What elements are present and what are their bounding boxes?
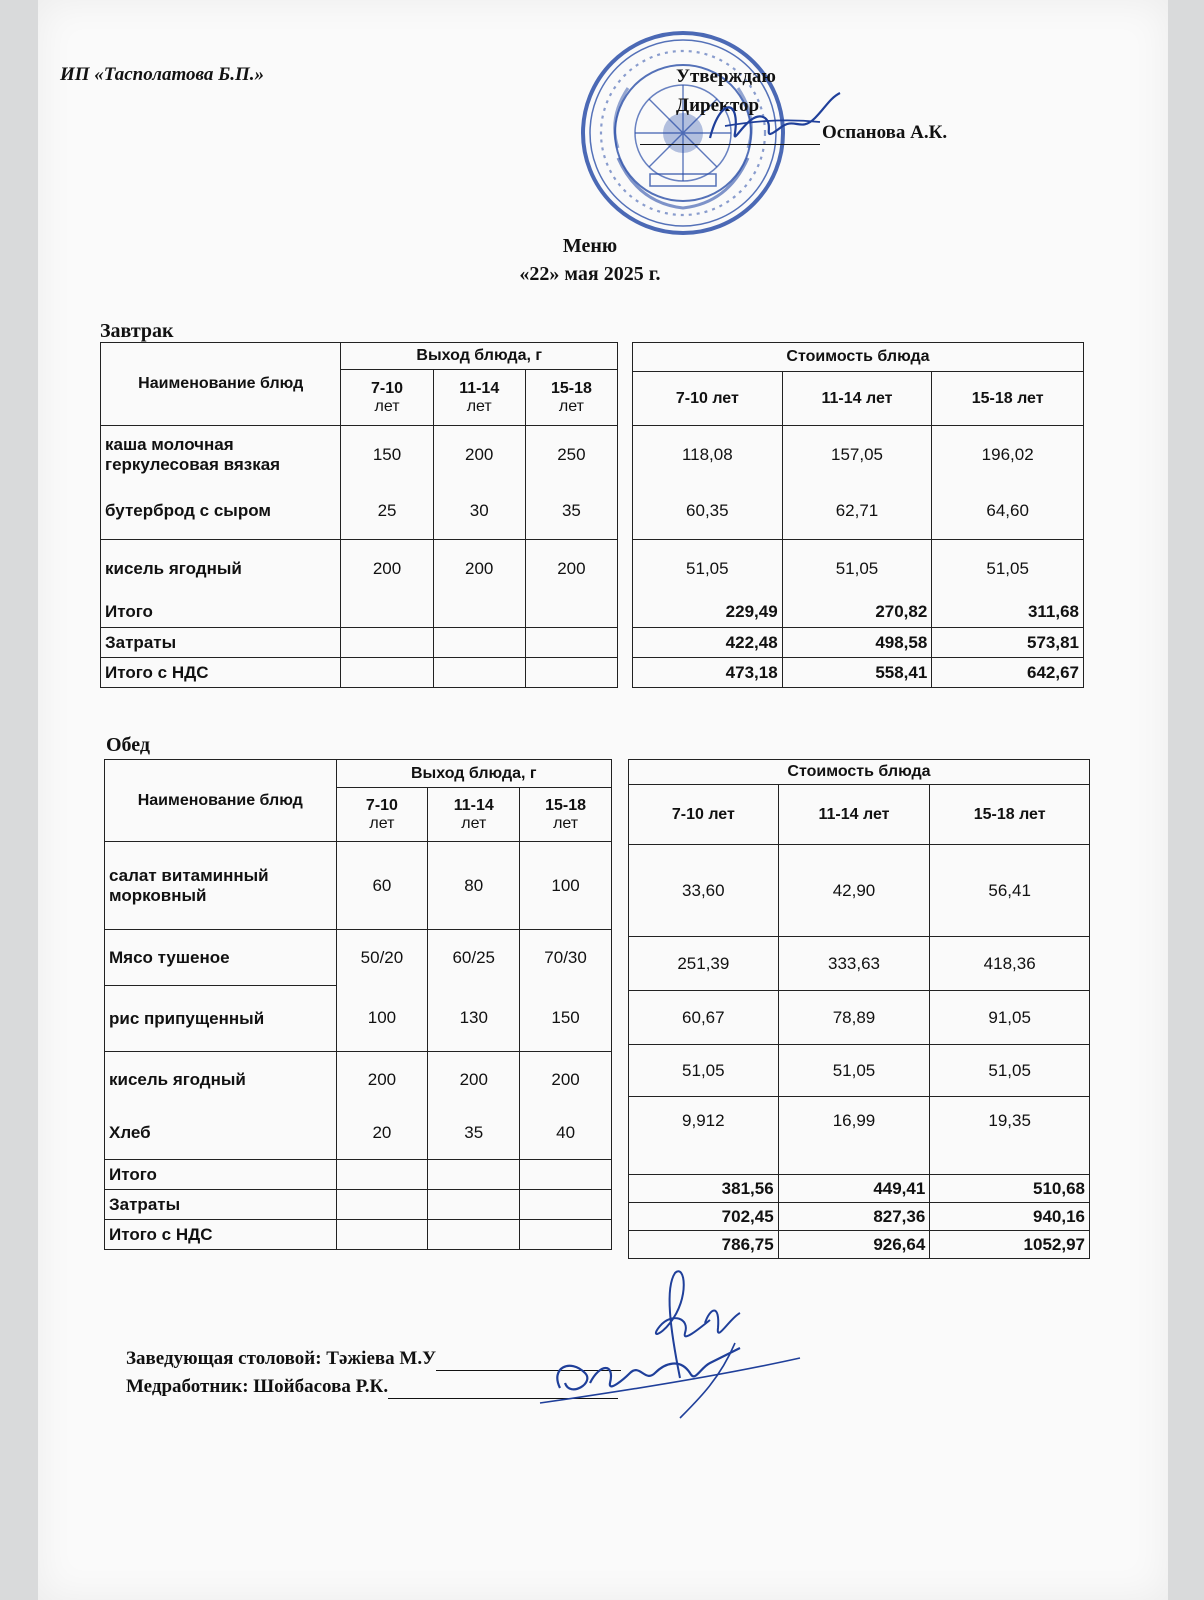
- age-header: 15-18 лет: [932, 372, 1084, 426]
- table-row: [101, 426, 618, 484]
- dish-output: 200: [433, 540, 525, 598]
- dish-output: 35: [525, 484, 617, 540]
- dish-output: 20: [336, 1108, 428, 1160]
- total-value: 381,56: [629, 1175, 779, 1203]
- costs-row: [105, 1190, 612, 1220]
- table-row: [633, 426, 1084, 484]
- menu-title: Меню: [562, 235, 618, 257]
- total-value: 270,82: [782, 598, 932, 628]
- menu-date: «22» мая 2025 г.: [519, 263, 661, 285]
- total-value: 449,41: [778, 1175, 930, 1203]
- dish-output: 200: [336, 1052, 428, 1108]
- dish-output: 200: [341, 540, 433, 598]
- table-row: [629, 991, 1090, 1045]
- dish-cost: 333,63: [778, 937, 930, 991]
- age-header: 7-10 лет: [341, 370, 433, 426]
- table-row: [101, 484, 618, 540]
- dish-output: 130: [428, 986, 520, 1052]
- table-row: [105, 986, 612, 1052]
- dish-name: кисель ягодный: [101, 540, 341, 598]
- costs-value: 422,48: [633, 628, 783, 658]
- dish-cost: 51,05: [778, 1045, 930, 1097]
- table-row: [105, 1052, 612, 1108]
- dish-output: 30: [433, 484, 525, 540]
- dish-name: салат витаминный морковный: [105, 842, 337, 930]
- age-header: 15-18 лет: [930, 785, 1090, 845]
- dish-output: 60: [336, 842, 428, 930]
- table-row: [633, 540, 1084, 598]
- dish-output: 250: [525, 426, 617, 484]
- medic-label: Медработник: Шойбасова Р.К.: [126, 1376, 389, 1397]
- dish-output: 60/25: [428, 930, 520, 986]
- costs-label: Затраты: [105, 1190, 337, 1220]
- costs-row: [101, 628, 618, 658]
- dish-cost: 51,05: [782, 540, 932, 598]
- dish-cost: 78,89: [778, 991, 930, 1045]
- vat-row: [629, 1231, 1090, 1259]
- vat-row: [105, 1220, 612, 1250]
- dish-cost: 60,67: [629, 991, 779, 1045]
- director-signature: [690, 88, 850, 158]
- dish-cost: 42,90: [778, 845, 930, 937]
- costs-value: 498,58: [782, 628, 932, 658]
- dish-cost: 9,912: [629, 1097, 779, 1175]
- vat-label: Итого с НДС: [105, 1220, 337, 1250]
- age-header: 11-14 лет: [782, 372, 932, 426]
- vat-row: [633, 658, 1084, 688]
- lunch-output-table: [104, 759, 612, 1250]
- vat-value: 786,75: [629, 1231, 779, 1259]
- age-header: 11-14 лет: [428, 788, 520, 842]
- dish-cost: 56,41: [930, 845, 1090, 937]
- vat-value: 558,41: [782, 658, 932, 688]
- dish-output: 25: [341, 484, 433, 540]
- total-value: 229,49: [633, 598, 783, 628]
- dish-cost: 62,71: [782, 484, 932, 540]
- table-row: [105, 1108, 612, 1160]
- dish-cost: 91,05: [930, 991, 1090, 1045]
- dish-output: 200: [525, 540, 617, 598]
- approve-label: Утверждаю: [676, 66, 776, 87]
- vat-value: 642,67: [932, 658, 1084, 688]
- vat-label: Итого с НДС: [101, 658, 341, 688]
- dish-cost: 64,60: [932, 484, 1084, 540]
- lunch-cost-table: [628, 759, 1090, 1259]
- col-header-name: Наименование блюд: [101, 343, 341, 426]
- dish-output: 40: [520, 1108, 612, 1160]
- table-row: [633, 484, 1084, 540]
- company-name: ИП «Тасполатова Б.П.»: [60, 64, 264, 85]
- dish-cost: 51,05: [629, 1045, 779, 1097]
- dish-cost: 51,05: [633, 540, 783, 598]
- age-header: 15-18 лет: [520, 788, 612, 842]
- total-row: [633, 598, 1084, 628]
- dish-name: бутерброд с сыром: [101, 484, 341, 540]
- dish-name: кисель ягодный: [105, 1052, 337, 1108]
- total-value: 510,68: [930, 1175, 1090, 1203]
- total-row: [101, 598, 618, 628]
- age-header: 7-10 лет: [629, 785, 779, 845]
- dish-cost: 51,05: [930, 1045, 1090, 1097]
- dish-output: 35: [428, 1108, 520, 1160]
- dish-cost: 19,35: [930, 1097, 1090, 1175]
- dish-name: Мясо тушеное: [105, 930, 337, 986]
- costs-row: [629, 1203, 1090, 1231]
- costs-row: [633, 628, 1084, 658]
- dish-cost: 51,05: [932, 540, 1084, 598]
- table-row: [629, 845, 1090, 937]
- age-header: 15-18 лет: [525, 370, 617, 426]
- total-value: 311,68: [932, 598, 1084, 628]
- table-row: [101, 540, 618, 598]
- dish-output: 150: [520, 986, 612, 1052]
- dish-output: 80: [428, 842, 520, 930]
- dish-cost: 157,05: [782, 426, 932, 484]
- dish-name: каша молочная геркулесовая вязкая: [101, 426, 341, 484]
- dish-output: 200: [428, 1052, 520, 1108]
- dish-output: 50/20: [336, 930, 428, 986]
- costs-value: 940,16: [930, 1203, 1090, 1231]
- col-header-cost: Стоимость блюда: [629, 760, 1090, 785]
- dish-cost: 60,35: [633, 484, 783, 540]
- dish-cost: 196,02: [932, 426, 1084, 484]
- dish-output: 70/30: [520, 930, 612, 986]
- table-row: [105, 930, 612, 986]
- age-header: 7-10 лет: [336, 788, 428, 842]
- vat-value: 1052,97: [930, 1231, 1090, 1259]
- breakfast-cost-table: [632, 342, 1084, 688]
- total-label: Итого: [105, 1160, 337, 1190]
- col-header-output: Выход блюда, г: [341, 343, 618, 370]
- dish-output: 200: [433, 426, 525, 484]
- vat-value: 473,18: [633, 658, 783, 688]
- dish-cost: 33,60: [629, 845, 779, 937]
- table-row: [629, 1097, 1090, 1175]
- table-row: [105, 842, 612, 930]
- vat-row: [101, 658, 618, 688]
- medic-signature: [530, 1328, 810, 1438]
- costs-label: Затраты: [101, 628, 341, 658]
- age-header: 11-14 лет: [778, 785, 930, 845]
- table-row: [629, 1045, 1090, 1097]
- costs-value: 702,45: [629, 1203, 779, 1231]
- dish-name: Хлеб: [105, 1108, 337, 1160]
- total-row: [629, 1175, 1090, 1203]
- costs-value: 573,81: [932, 628, 1084, 658]
- total-label: Итого: [101, 598, 341, 628]
- director-label: Директор: [676, 95, 760, 116]
- age-header: 7-10 лет: [633, 372, 783, 426]
- manager-label: Заведующая столовой: Тәжіева М.У: [126, 1348, 437, 1369]
- dish-cost: 418,36: [930, 937, 1090, 991]
- col-header-output: Выход блюда, г: [336, 760, 611, 788]
- total-row: [105, 1160, 612, 1190]
- col-header-cost: Стоимость блюда: [633, 343, 1084, 372]
- dish-cost: 16,99: [778, 1097, 930, 1175]
- col-header-name: Наименование блюд: [105, 760, 337, 842]
- breakfast-output-table: [100, 342, 618, 688]
- dish-output: 200: [520, 1052, 612, 1108]
- dish-output: 100: [336, 986, 428, 1052]
- vat-value: 926,64: [778, 1231, 930, 1259]
- section-lunch-label: Обед: [106, 734, 151, 756]
- dish-output: 100: [520, 842, 612, 930]
- dish-cost: 251,39: [629, 937, 779, 991]
- section-breakfast-label: Завтрак: [100, 320, 174, 342]
- table-row: [629, 937, 1090, 991]
- costs-value: 827,36: [778, 1203, 930, 1231]
- director-name: Оспанова А.К.: [822, 122, 948, 143]
- age-header: 11-14 лет: [433, 370, 525, 426]
- dish-cost: 118,08: [633, 426, 783, 484]
- dish-output: 150: [341, 426, 433, 484]
- dish-name: рис припущенный: [105, 986, 337, 1052]
